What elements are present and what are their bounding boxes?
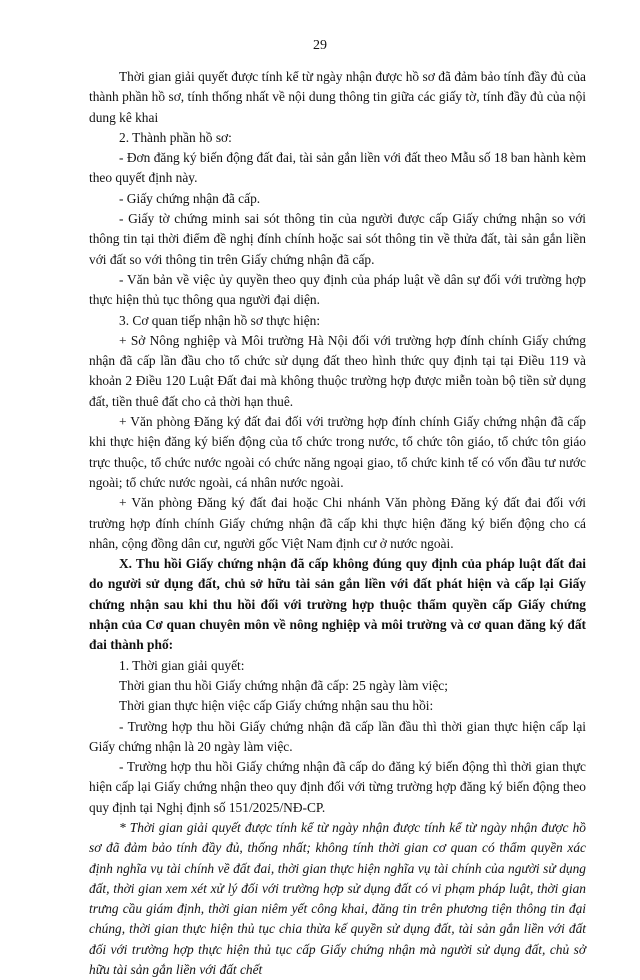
paragraph-reissue-time: Thời gian thực hiện việc cấp Giấy chứng nhận sau thu hồi: bbox=[119, 698, 434, 714]
paragraph-agency-department: + Sở Nông nghiệp và Môi trường Hà Nội đối với trường hợp đính chính Giấy chứng nhận đã cấp lần đầu cho tổ chức sử dụng đất theo hình thức quy định tại tại Điều 119 và khoản 2 Điều 120 Luật Đất đai mà không thuộc trường hợp được miễn toàn bộ tiền sử dụng đất, tiền thuê đất cho cả thời hạn thuê. bbox=[89, 332, 586, 409]
section-x-heading: X. Thu hồi Giấy chứng nhận đã cấp không đúng quy định của pháp luật đất đai do người sử dụng đất, chủ sở hữu tài sản gắn liền với đất phát hiện và cấp lại Giấy chứng nhận sau khi thu hồi đối với trường hợp thuộc thẩm quyền cấp Giấy chứng nhận của Cơ quan chuyên môn về nông nghiệp và môi trường và cơ quan đăng ký đất đai thành phố: bbox=[89, 556, 586, 653]
paragraph-agency-land-registration-office: + Văn phòng Đăng ký đất đai đối với trường hợp đính chính Giấy chứng nhận đã cấp khi thực hiện đăng ký biến động của tổ chức trong nước, tổ chức tôn giáo, tổ chức tôn giáo trực thuộc, tổ chức nước ngoài có chức năng ngoại giao, tổ chức kinh tế có vốn đầu tư nước ngoài; tổ chức nước ngoài, cá nhân nước ngoài. bbox=[89, 414, 586, 490]
paragraph-section-3-title: 3. Cơ quan tiếp nhận hồ sơ thực hiện: bbox=[119, 312, 321, 328]
paragraph-application-form: - Đơn đăng ký biến động đất đai, tài sản gắn liền với đất theo Mẫu số 18 ban hành kèm theo quyết định này. bbox=[89, 150, 586, 186]
paragraph-agency-branch-office: + Văn phòng Đăng ký đất đai hoặc Chi nhánh Văn phòng Đăng ký đất đai đối với trường hợp đính chính Giấy chứng nhận đã cấp khi thực hiện đăng ký biến động cho cá nhân, cộng đồng dân cư, người gốc Việt Nam định cư ở nước ngoài. bbox=[89, 495, 586, 551]
paragraph-section-1-title: 1. Thời gian giải quyết: bbox=[119, 657, 245, 673]
paragraph-revocation-time: Thời gian thu hồi Giấy chứng nhận đã cấp: 25 ngày làm việc; bbox=[119, 677, 448, 693]
paragraph-issued-certificate: - Giấy chứng nhận đã cấp. bbox=[119, 190, 261, 206]
paragraph-error-proof-documents: - Giấy tờ chứng minh sai sót thông tin của người được cấp Giấy chứng nhận so với thông tin tại thời điểm đề nghị đính chính hoặc sai sót thông tin về thửa đất, tài sản gắn liền với đất so với thông tin trên Giấy chứng nhận đã cấp. bbox=[89, 211, 586, 267]
paragraph-processing-time-note: Thời gian giải quyết được tính kể từ ngày nhận được hồ sơ đã đảm bảo tính đầy đủ của thành phần hồ sơ, tính thống nhất về nội dung thông tin giữa các giấy tờ, tính đầy đủ của nội dung kê khai bbox=[89, 69, 586, 125]
paragraph-authorization-document: - Văn bản về việc ủy quyền theo quy định của pháp luật về dân sự đối với trường hợp thực hiện thủ tục thông qua người đại diện. bbox=[89, 271, 586, 308]
paragraph-italic-note: * Thời gian giải quyết được tính kể từ ngày nhận được tính kể từ ngày nhận được hồ sơ đã đảm bảo tính đầy đủ, thống nhất; không tính thời gian cơ quan có thẩm quyền xác định nghĩa vụ tài chính về đất đai, thời gian thực hiện nghĩa vụ tài chính của người sử dụng đất, thời gian xem xét xử lý đối với trường hợp sử dụng đất có vi phạm pháp luật, thời gian trưng cầu giám định, thời gian niêm yết công khai, đăng tin trên phương tiện thông tin đại chúng, thời gian thực hiện thủ tục chia thừa kế quyền sử dụng đất, tài sản gắn liền với đất đối với trường hợp thực hiện thủ tục cấp Giấy chứng nhận mà người sử dụng đất, chủ sở hữu tài sản gắn liền với đất chết bbox=[89, 819, 586, 978]
paragraph-reissue-change-registration: - Trường hợp thu hồi Giấy chứng nhận đã cấp do đăng ký biến động thì thời gian thực hiện cấp lại Giấy chứng nhận theo quy định đối với từng trường hợp đăng ký biến động theo quy định tại Nghị định số 151/2025/NĐ-CP. bbox=[89, 759, 586, 815]
page-number: 29 bbox=[313, 38, 327, 53]
paragraph-reissue-first-time: - Trường hợp thu hồi Giấy chứng nhận đã cấp lần đầu thì thời gian thực hiện cấp lại Giấy chứng nhận là 20 ngày làm việc. bbox=[89, 718, 586, 754]
document-body bbox=[89, 67, 586, 980]
paragraph-section-2-title: 2. Thành phần hồ sơ: bbox=[119, 129, 232, 145]
